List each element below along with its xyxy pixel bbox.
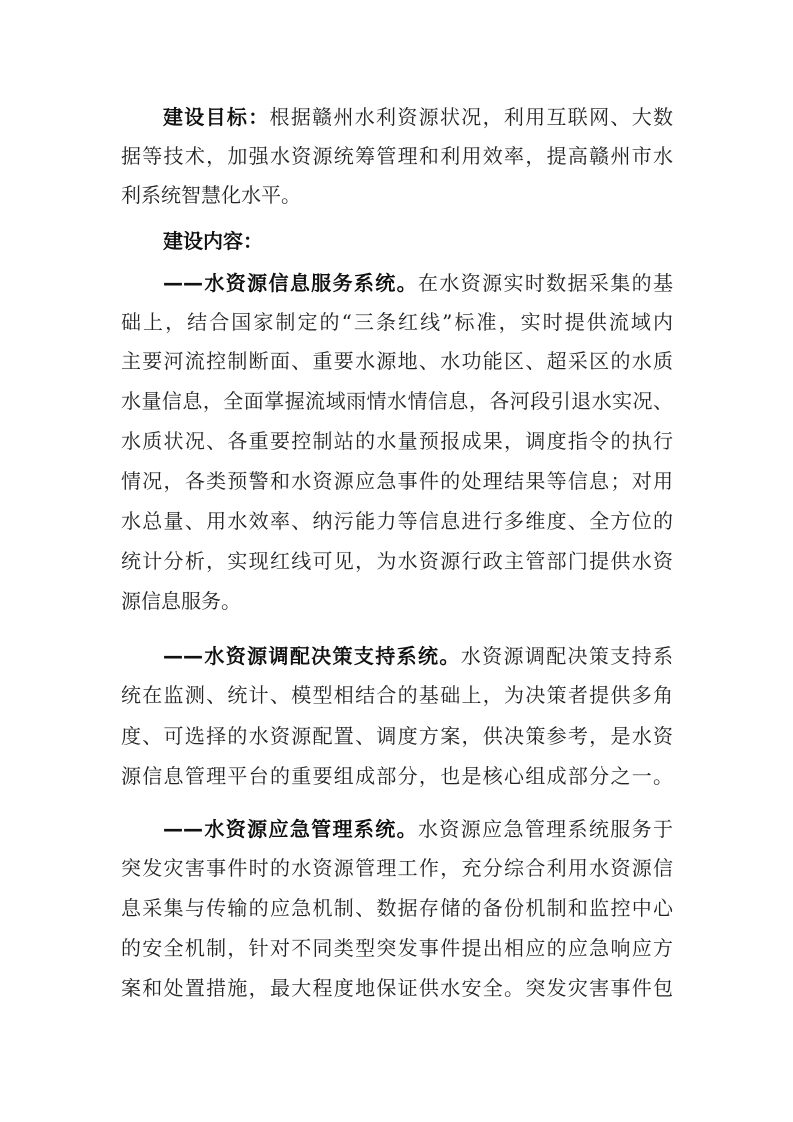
section-1-line-8: 统计分析，实现红线可见，为水资源行政主管部门提供水资: [121, 549, 673, 573]
section-3-line-3: 息采集与传输的应急机制、数据存储的备份机制和监控中心: [121, 896, 673, 920]
section-3-title: ——水资源应急管理系统。: [163, 817, 418, 841]
goal-text: 根据赣州水利资源状况，利用互联网、大数: [269, 105, 674, 129]
goal-line-1: [163, 102, 673, 132]
goal-label: 建设目标：: [163, 105, 270, 129]
section-1-line-4: 水量信息，全面掌握流域雨情水情信息，各河段引退水实况、: [121, 389, 673, 413]
section-3-text: 水资源应急管理系统服务于: [418, 817, 673, 841]
section-1-line-3: 主要河流控制断面、重要水源地、水功能区、超采区的水质: [121, 349, 673, 373]
section-1-line-6: 情况，各类预警和水资源应急事件的处理结果等信息；对用: [121, 469, 673, 493]
section-3-line-1: [163, 814, 673, 844]
section-1-line-1: [163, 268, 673, 298]
content-heading: [163, 226, 673, 256]
section-2-line-1: [163, 641, 673, 671]
section-1-line-5: 水质状况、各重要控制站的水量预报成果，调度指令的执行: [121, 429, 673, 453]
section-1-line-9: 源信息服务。: [121, 589, 241, 613]
section-1-line-2: 础上，结合国家制定的“三条红线”标准，实时提供流域内: [121, 310, 673, 334]
goal-line-3: 利系统智慧化水平。: [121, 183, 301, 207]
section-2-line-2: 统在监测、统计、模型相结合的基础上，为决策者提供多角: [121, 683, 673, 707]
content-heading-label: 建设内容：: [163, 229, 263, 253]
section-2-line-4: 源信息管理平台的重要组成部分，也是核心组成部分之一。: [121, 764, 673, 788]
section-2-text: 水资源调配决策支持系: [460, 644, 674, 668]
section-2-title: ——水资源调配决策支持系统。: [163, 644, 461, 668]
section-3-line-4: 的安全机制，针对不同类型突发事件提出相应的应急响应方: [121, 936, 673, 960]
section-2-line-3: 度、可选择的水资源配置、调度方案，供决策参考，是水资: [121, 724, 673, 748]
section-1-text: 在水资源实时数据采集的基: [418, 271, 673, 295]
section-3-line-2: 突发灾害事件时的水资源管理工作，充分综合利用水资源信: [121, 856, 673, 880]
section-3-line-5: 案和处置措施，最大程度地保证供水安全。突发灾害事件包: [121, 976, 673, 1000]
section-1-title: ——水资源信息服务系统。: [163, 271, 418, 295]
goal-line-2: 据等技术，加强水资源统筹管理和利用效率，提高赣州市水: [121, 144, 673, 168]
section-1-line-7: 水总量、用水效率、纳污能力等信息进行多维度、全方位的: [121, 509, 673, 533]
